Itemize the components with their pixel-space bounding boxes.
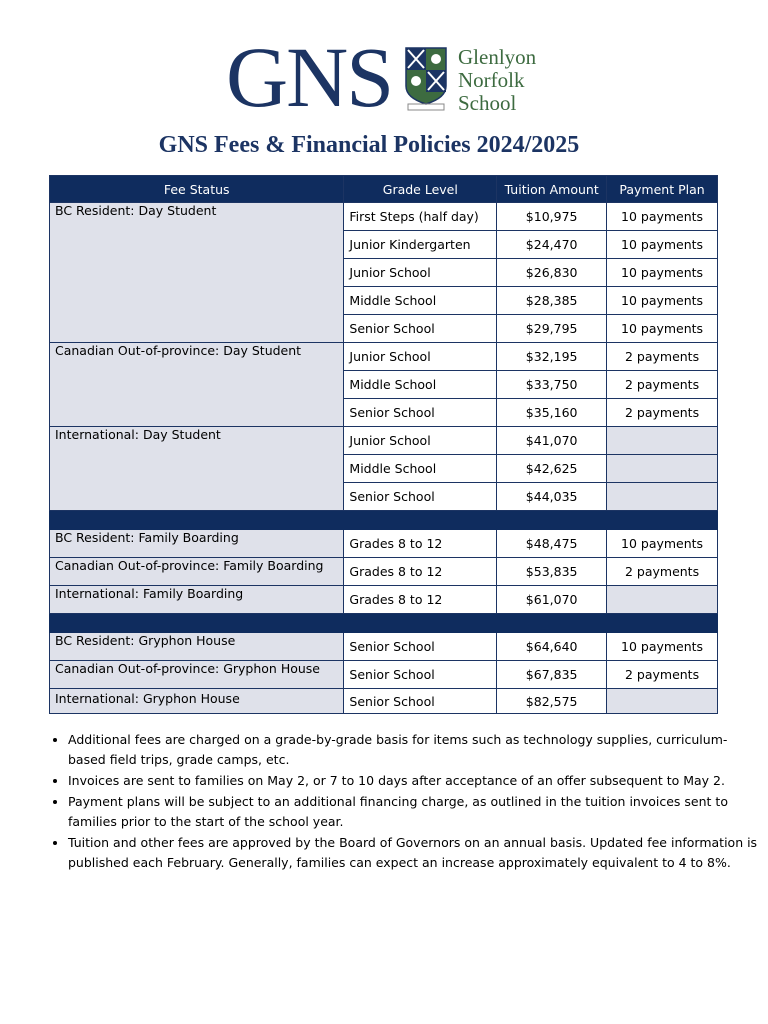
- table-row: [50, 586, 718, 614]
- fee-status-cell: BC Resident: Day Student: [50, 203, 344, 343]
- table-row: [50, 689, 718, 714]
- plan-cell: 2 payments: [607, 399, 718, 427]
- amount-cell: $67,835: [497, 661, 607, 689]
- plan-cell: [607, 483, 718, 511]
- grade-cell: Senior School: [344, 315, 497, 343]
- table-row: [50, 661, 718, 689]
- table-row: [50, 530, 718, 558]
- policy-notes: [40, 730, 758, 874]
- amount-cell: $42,625: [497, 455, 607, 483]
- school-name-line: Glenlyon: [458, 45, 537, 69]
- page-title: GNS Fees & Financial Policies 2024/2025: [158, 132, 580, 158]
- plan-cell: 10 payments: [607, 231, 718, 259]
- amount-cell: $44,035: [497, 483, 607, 511]
- amount-cell: $35,160: [497, 399, 607, 427]
- table-row: [50, 558, 718, 586]
- crest-icon: [404, 46, 448, 112]
- grade-cell: Senior School: [344, 689, 497, 714]
- grade-cell: Senior School: [344, 399, 497, 427]
- fee-status-cell: Canadian Out-of-province: Day Student: [50, 343, 344, 427]
- amount-cell: $82,575: [497, 689, 607, 714]
- grade-cell: Grades 8 to 12: [344, 586, 497, 614]
- table-header-row: [50, 176, 718, 203]
- plan-cell: 10 payments: [607, 530, 718, 558]
- amount-cell: $26,830: [497, 259, 607, 287]
- plan-cell: 10 payments: [607, 633, 718, 661]
- fee-status-cell: International: Family Boarding: [50, 586, 344, 614]
- school-name: [458, 46, 536, 115]
- plan-cell: 2 payments: [607, 558, 718, 586]
- school-name-line: Norfolk: [458, 68, 525, 92]
- header-grade-level: Grade Level: [344, 176, 497, 203]
- grade-cell: Junior Kindergarten: [344, 231, 497, 259]
- table-row: [50, 203, 718, 231]
- school-name-line: School: [458, 91, 517, 115]
- fee-status-cell: Canadian Out-of-province: Family Boarding: [50, 558, 344, 586]
- grade-cell: Grades 8 to 12: [344, 530, 497, 558]
- list-item: • Tuition and other fees are approved by the Board of Governors on an annual basis. Updated fee information is published each February. Generally, families can expect an increase approximately equivalent to 4 to 8%.: [68, 833, 758, 873]
- school-logo: [226, 29, 546, 125]
- amount-cell: $41,070: [497, 427, 607, 455]
- amount-cell: $10,975: [497, 203, 607, 231]
- amount-cell: $48,475: [497, 530, 607, 558]
- grade-cell: Senior School: [344, 483, 497, 511]
- grade-cell: Junior School: [344, 259, 497, 287]
- table-row: [50, 343, 718, 371]
- header-tuition-amount: Tuition Amount: [497, 176, 607, 203]
- plan-cell: 10 payments: [607, 259, 718, 287]
- amount-cell: $24,470: [497, 231, 607, 259]
- grade-cell: Senior School: [344, 633, 497, 661]
- plan-cell: 2 payments: [607, 371, 718, 399]
- grade-cell: Middle School: [344, 287, 497, 315]
- fee-status-cell: Canadian Out-of-province: Gryphon House: [50, 661, 344, 689]
- grade-cell: Middle School: [344, 371, 497, 399]
- fee-status-cell: BC Resident: Gryphon House: [50, 633, 344, 661]
- list-item: • Payment plans will be subject to an additional financing charge, as outlined in the tuition invoices sent to families prior to the start of the school year.: [68, 792, 758, 832]
- plan-cell: 10 payments: [607, 315, 718, 343]
- amount-cell: $33,750: [497, 371, 607, 399]
- section-divider: [50, 614, 718, 633]
- amount-cell: $29,795: [497, 315, 607, 343]
- plan-cell: 10 payments: [607, 287, 718, 315]
- plan-cell: [607, 586, 718, 614]
- amount-cell: $32,195: [497, 343, 607, 371]
- fee-status-cell: International: Day Student: [50, 427, 344, 511]
- fee-status-cell: BC Resident: Family Boarding: [50, 530, 344, 558]
- list-item: • Additional fees are charged on a grade-by-grade basis for items such as technology supplies, curriculum-based field trips, grade camps, etc.: [68, 730, 758, 770]
- amount-cell: $64,640: [497, 633, 607, 661]
- amount-cell: $28,385: [497, 287, 607, 315]
- fees-table: [49, 175, 718, 714]
- header-payment-plan: Payment Plan: [607, 176, 718, 203]
- plan-cell: [607, 455, 718, 483]
- list-item: • Invoices are sent to families on May 2, or 7 to 10 days after acceptance of an offer subsequent to May 2.: [68, 771, 758, 791]
- table-row: [50, 633, 718, 661]
- amount-cell: $53,835: [497, 558, 607, 586]
- plan-cell: [607, 689, 718, 714]
- section-divider: [50, 511, 718, 530]
- grade-cell: Junior School: [344, 343, 497, 371]
- grade-cell: First Steps (half day): [344, 203, 497, 231]
- grade-cell: Middle School: [344, 455, 497, 483]
- grade-cell: Senior School: [344, 661, 497, 689]
- plan-cell: [607, 427, 718, 455]
- amount-cell: $61,070: [497, 586, 607, 614]
- header-fee-status: Fee Status: [50, 176, 344, 203]
- plan-cell: 2 payments: [607, 343, 718, 371]
- plan-cell: 10 payments: [607, 203, 718, 231]
- fee-status-cell: International: Gryphon House: [50, 689, 344, 714]
- grade-cell: Grades 8 to 12: [344, 558, 497, 586]
- plan-cell: 2 payments: [607, 661, 718, 689]
- grade-cell: Junior School: [344, 427, 497, 455]
- table-row: [50, 427, 718, 455]
- logo-wordmark: GNS: [226, 29, 393, 125]
